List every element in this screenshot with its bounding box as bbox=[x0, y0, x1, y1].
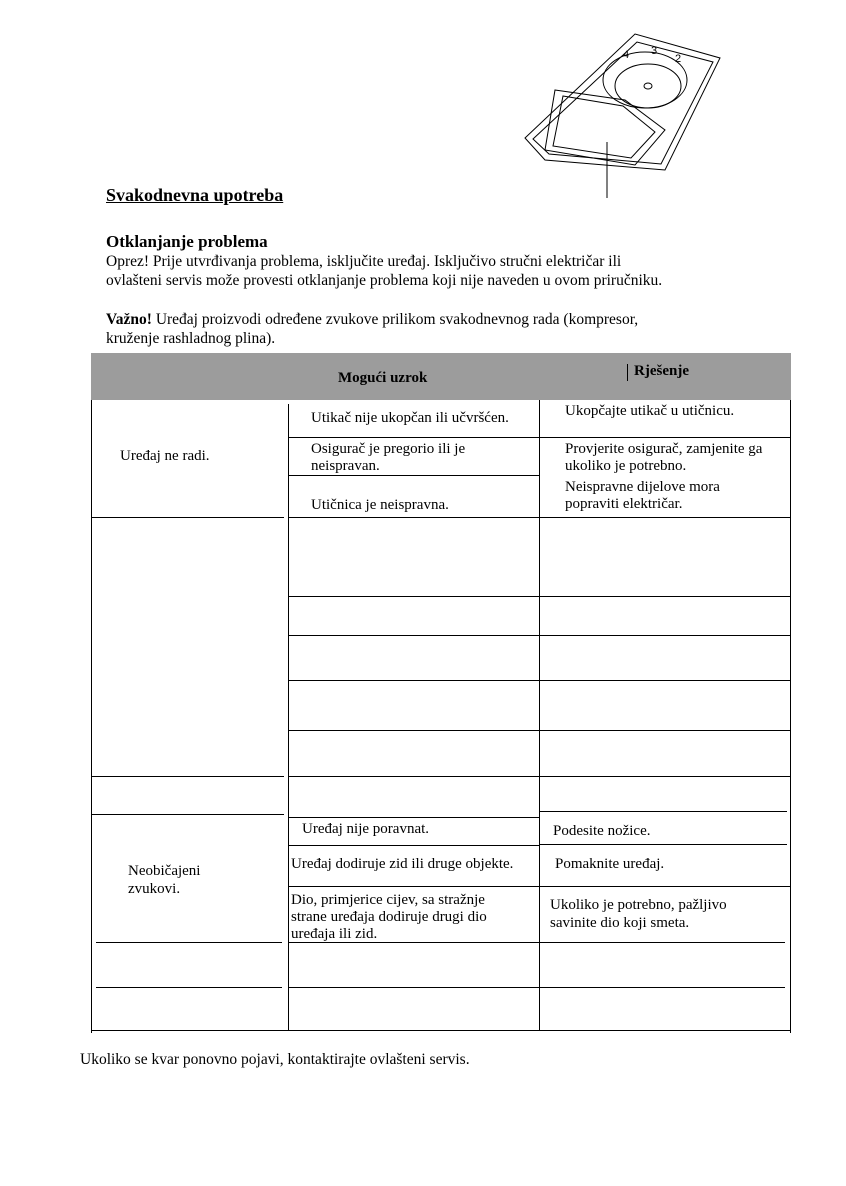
solution-fuse-line-2: ukoliko je potrebno. bbox=[565, 458, 687, 474]
cause-pipe-line-1: Dio, primjerice cijev, sa stražnje bbox=[291, 892, 485, 908]
solution-pipe-line-2: savinite dio koji smeta. bbox=[550, 915, 690, 931]
solution-socket-line-1: Neispravne dijelove mora bbox=[565, 479, 720, 495]
important-text: Uređaj proizvodi određene zvukove prilikom svakodnevnog rada (kompresor, bbox=[151, 311, 639, 328]
problem-noise-line-2: zvukovi. bbox=[128, 881, 181, 897]
column-header-cause: Mogući uzrok bbox=[338, 370, 428, 386]
troubleshooting-subtitle: Otklanjanje problema bbox=[106, 232, 268, 251]
important-label: Važno! bbox=[106, 311, 152, 328]
thermostat-dial-illustration bbox=[515, 20, 735, 205]
cause-fuse-line-2: neispravan. bbox=[311, 458, 380, 474]
important-line-2: kruženje rashladnog plina). bbox=[106, 330, 276, 347]
section-title: Svakodnevna upotreba bbox=[106, 185, 284, 205]
solution-plug: Ukopčajte utikač u utičnicu. bbox=[565, 403, 735, 419]
important-line-1 bbox=[106, 310, 638, 329]
cause-pipe-line-3: uređaja ili zid. bbox=[291, 926, 378, 942]
footer-note: Ukoliko se kvar ponovno pojavi, kontaktirajte ovlašteni servis. bbox=[80, 1051, 470, 1068]
dial-number-2: 2 bbox=[675, 53, 682, 65]
cause-fuse-line-1: Osigurač je pregorio ili je bbox=[311, 441, 466, 457]
caution-line-1: Oprez! Prije utvrđivanja problema, isključite uređaj. Isključivo stručni električar ili bbox=[106, 253, 622, 270]
dial-number-3: 3 bbox=[651, 45, 658, 57]
caution-line-2: ovlašteni servis može provesti otklanjanje problema koji nije naveden u ovom priručniku. bbox=[106, 272, 663, 289]
header-divider bbox=[627, 364, 628, 381]
solution-wall: Pomaknite uređaj. bbox=[555, 856, 665, 872]
solution-fuse-line-1: Provjerite osigurač, zamjenite ga bbox=[565, 441, 763, 457]
problem-noise-line-1: Neobičajeni bbox=[128, 863, 201, 879]
solution-level: Podesite nožice. bbox=[553, 823, 651, 839]
solution-socket-line-2: popraviti električar. bbox=[565, 496, 683, 512]
cause-plug: Utikač nije ukopčan ili učvršćen. bbox=[311, 410, 509, 426]
cause-socket: Utičnica je neispravna. bbox=[311, 497, 449, 513]
column-header-solution: Rješenje bbox=[634, 363, 689, 379]
problem-not-working: Uređaj ne radi. bbox=[120, 448, 210, 464]
cause-wall: Uređaj dodiruje zid ili druge objekte. bbox=[291, 856, 514, 872]
cause-level: Uređaj nije poravnat. bbox=[302, 821, 430, 837]
solution-pipe-line-1: Ukoliko je potrebno, pažljivo bbox=[550, 897, 727, 913]
dial-number-4: 4 bbox=[623, 49, 630, 61]
cause-pipe-line-2: strane uređaja dodiruje drugi dio bbox=[291, 909, 487, 925]
